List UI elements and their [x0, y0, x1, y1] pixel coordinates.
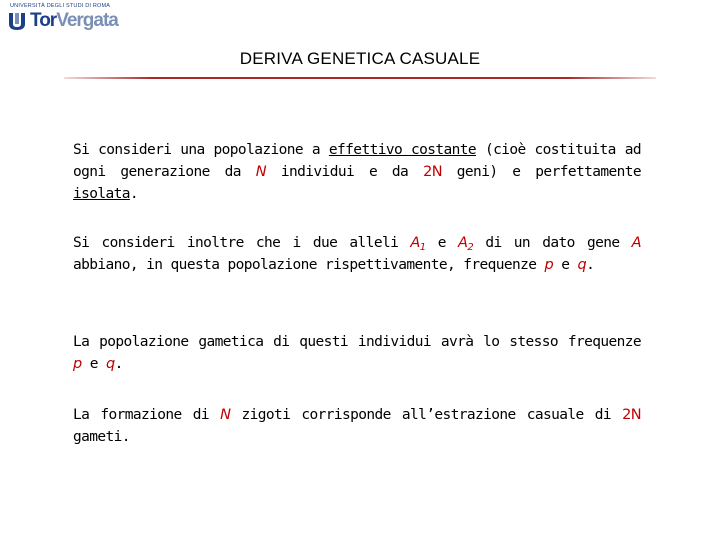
p1-underlined-effettivo-costante: effettivo costante	[328, 142, 477, 158]
p4-text-1: La formazione di	[73, 407, 221, 423]
p4-text-3: gameti.	[73, 429, 130, 445]
p4-var-N: N	[220, 407, 231, 423]
university-logo	[6, 3, 116, 37]
p2-var-q: q	[577, 257, 587, 273]
logo-wordmark-tor: Tor	[30, 10, 57, 31]
p1-var-2N: 2N	[423, 164, 442, 180]
p3-text-3: .	[114, 356, 123, 372]
p2-text-3: di un dato gene	[473, 235, 632, 251]
p1-text-2: (cioè costituita ad ogni generazione da	[73, 142, 641, 180]
p3-text-2: e	[81, 356, 106, 372]
p2-text-1: Si consideri inoltre che i due alleli	[73, 235, 411, 251]
p2-allele-A2-subscript: 2	[467, 242, 474, 253]
p2-text-6: .	[586, 257, 595, 273]
p1-text-4: geni) e perfettamente	[441, 164, 641, 180]
paragraph-formazione-zigoti	[73, 404, 641, 448]
p3-text-1: La popolazione gametica di questi individui avrà lo stesso frequenze	[73, 334, 641, 350]
p2-text-2: e	[425, 235, 459, 251]
paragraph-popolazione-effettivo-costante	[73, 139, 641, 205]
p2-text-4: abbiano, in questa popolazione rispettivamente, frequenze	[73, 257, 545, 273]
logo-wordmark-vergata: Vergata	[56, 10, 118, 31]
p2-allele-A2-letter: A	[458, 235, 468, 251]
p2-var-p: p	[544, 257, 554, 273]
title-divider	[64, 77, 656, 79]
p1-text-3: individui e da	[266, 164, 424, 180]
p2-allele-A2	[458, 235, 473, 251]
paragraph-alleli-frequenze	[73, 232, 641, 276]
p2-allele-A1	[410, 235, 425, 251]
logo-wordmark	[30, 10, 118, 32]
p3-var-p: p	[73, 356, 82, 372]
p1-underlined-isolata: isolata	[73, 186, 130, 202]
p1-var-N: N	[255, 164, 267, 180]
p1-text-5: .	[129, 186, 139, 202]
paragraph-popolazione-gametica	[73, 331, 641, 375]
tor-vergata-emblem-icon	[6, 10, 28, 32]
p3-var-q: q	[106, 356, 115, 372]
logo-mark	[6, 9, 118, 33]
p2-text-5: e	[553, 257, 578, 273]
p2-allele-A1-letter: A	[410, 235, 420, 251]
logo-university-line: UNIVERSITÀ DEGLI STUDI DI ROMA	[10, 3, 111, 9]
slide-title: DERIVA GENETICA CASUALE	[239, 49, 481, 68]
p2-allele-A1-subscript: 1	[419, 242, 426, 253]
p4-text-2: zigoti corrisponde all’estrazione casuale di	[230, 407, 623, 423]
p2-var-gene-A: A	[631, 235, 641, 251]
p1-text-1: Si consideri una popolazione a	[73, 142, 329, 158]
p4-var-2N: 2N	[622, 407, 641, 423]
